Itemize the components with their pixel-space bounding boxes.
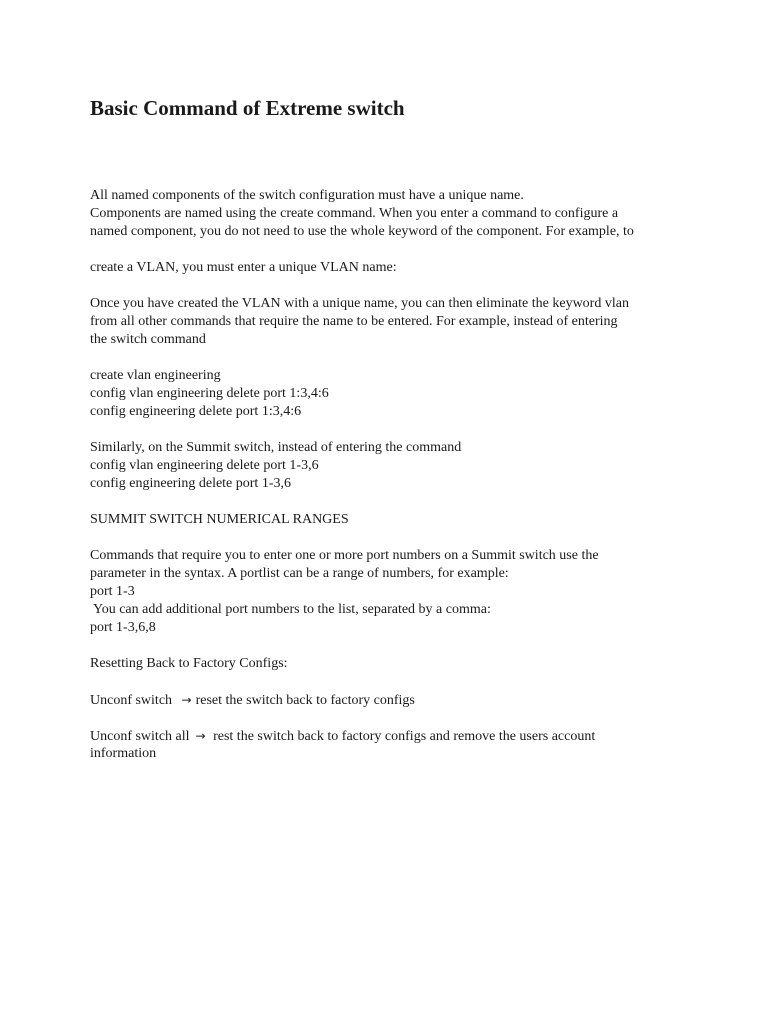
reset-switch-all-line-2: information <box>90 746 157 761</box>
reset-switch-line <box>90 691 690 709</box>
para4-line-1: Commands that require you to enter one or more port numbers on a Summit switch use the <box>90 548 599 563</box>
document-body <box>90 187 690 763</box>
document-title: Basic Command of Extreme switch <box>90 96 405 120</box>
para3-line-1: Similarly, on the Summit switch, instead of entering the command <box>90 440 462 455</box>
reset-switch-all-description: rest the switch back to factory configs and remove the users account <box>209 729 596 744</box>
command-line-3: config engineering delete port 1:3,4:6 <box>90 404 302 419</box>
intro-line-1: All named components of the switch configuration must have a unique name. <box>90 188 524 203</box>
para4-line-5: port 1-3,6,8 <box>90 620 156 635</box>
para4-line-2: parameter in the syntax. A portlist can be a range of numbers, for example: <box>90 566 509 581</box>
para2-line-1: Once you have created the VLAN with a unique name, you can then eliminate the keyword vlan <box>90 296 629 311</box>
reset-switch-all-line <box>90 727 690 745</box>
para4-line-3: port 1-3 <box>90 584 135 599</box>
intro-line-4: create a VLAN, you must enter a unique VLAN name: <box>90 260 397 275</box>
intro-line-2: Components are named using the create command. When you enter a command to configure a <box>90 206 619 221</box>
right-arrow-icon: → <box>181 693 192 707</box>
para3-line-2: config vlan engineering delete port 1-3,6 <box>90 458 319 473</box>
para2-line-2: from all other commands that require the name to be entered. For example, instead of entering <box>90 314 618 329</box>
right-arrow-icon: → <box>195 729 206 743</box>
para3-line-3: config engineering delete port 1-3,6 <box>90 476 291 491</box>
intro-line-3: named component, you do not need to use the whole keyword of the component. For example, to <box>90 224 634 239</box>
command-line-2: config vlan engineering delete port 1:3,4:6 <box>90 386 329 401</box>
reset-switch-all-command: Unconf switch all <box>90 729 190 744</box>
command-line-1: create vlan engineering <box>90 368 221 383</box>
section-heading: SUMMIT SWITCH NUMERICAL RANGES <box>90 512 349 527</box>
para2-line-3: the switch command <box>90 332 206 347</box>
reset-switch-command: Unconf switch <box>90 693 176 708</box>
reset-heading: Resetting Back to Factory Configs: <box>90 656 288 671</box>
reset-switch-description: reset the switch back to factory configs <box>195 693 415 708</box>
para4-line-4: You can add additional port numbers to the list, separated by a comma: <box>90 602 491 617</box>
